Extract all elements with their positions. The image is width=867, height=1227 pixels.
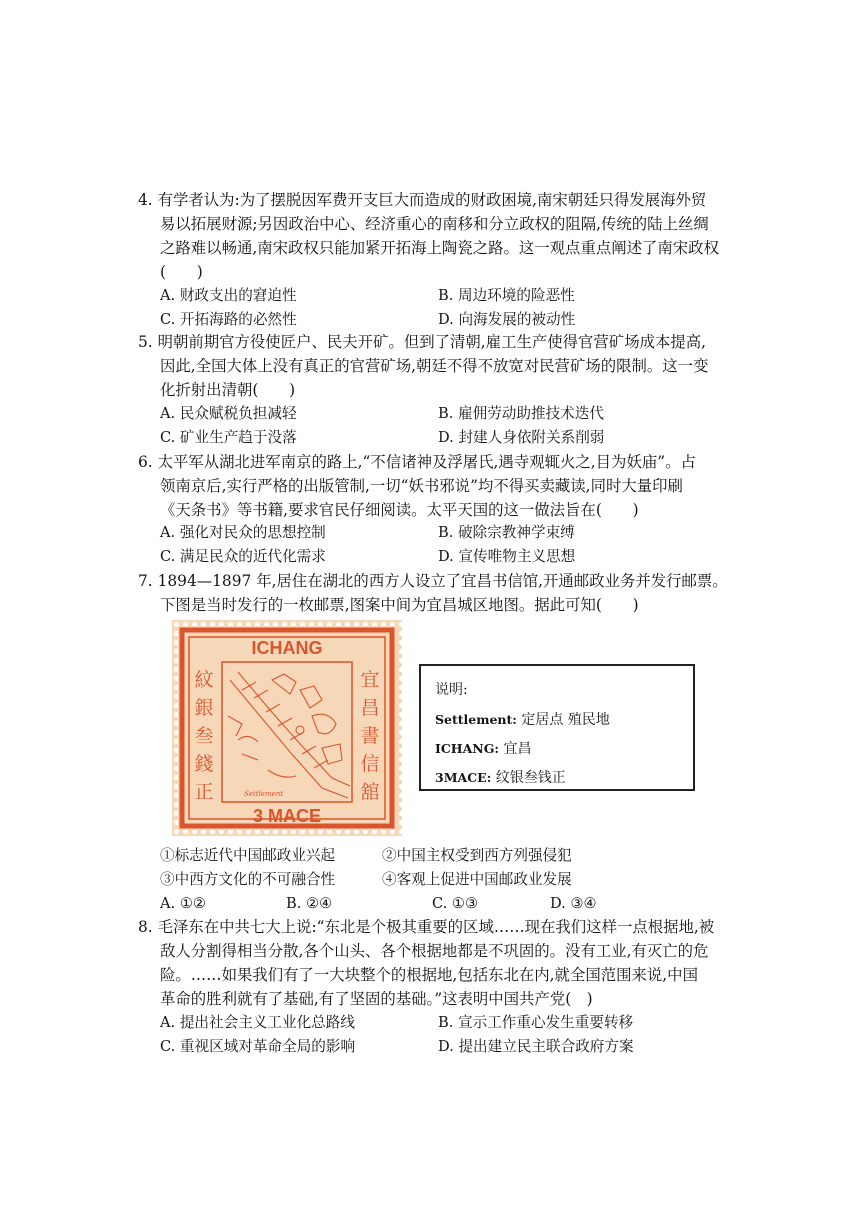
stamp-legend-box: [419, 664, 695, 791]
option-c[interactable]: C. 开拓海路的必然性: [160, 311, 297, 328]
stamp-map-label: Settlement: [244, 790, 284, 798]
legend-value: 宜昌: [503, 741, 532, 757]
statement: ④客观上促进中国邮政业发展: [382, 871, 572, 888]
legend-key: Settlement:: [435, 712, 517, 727]
legend-title: 说明:: [435, 682, 468, 698]
stamp-top-text: ICHANG: [251, 638, 323, 658]
option-c[interactable]: C. 满足民众的近代化需求: [160, 548, 326, 565]
question-8: [138, 915, 728, 1011]
option-a[interactable]: A. ①②: [160, 895, 206, 912]
stamp-left-char: 叁: [194, 725, 214, 747]
stamp-right-char: 昌: [360, 697, 380, 719]
option-a[interactable]: A. 提出社会主义工业化总路线: [160, 1014, 355, 1031]
stamp-right-char: 舘: [360, 781, 380, 803]
option-b[interactable]: B. ②④: [286, 895, 333, 912]
legend-value: 定居点 殖民地: [521, 712, 610, 728]
stamp-left-char: 正: [194, 781, 214, 803]
statement: ②中国主权受到西方列强侵犯: [382, 847, 572, 864]
option-c[interactable]: C. ①③: [432, 895, 479, 912]
question-5-line: 因此,全国大体上没有真正的官营矿场,朝廷不得不放宽对民营矿场的限制。这一变: [160, 357, 709, 375]
option-d[interactable]: D. 提出建立民主联合政府方案: [438, 1038, 634, 1055]
question-5-line: 化折射出清朝( ): [160, 381, 296, 399]
question-5: [138, 330, 728, 402]
question-6-line: 6. 太平军从湖北进军南京的路上,“不信诸神及浮屠氏,遇寺观辄火之,目为妖庙”。占: [138, 453, 696, 471]
option-a[interactable]: A. 强化对民众的思想控制: [160, 524, 326, 541]
stamp-bottom-text: 3 MACE: [252, 806, 322, 826]
question-7: [138, 569, 728, 617]
question-5-line: 5. 明朝前期官方役使匠户、民夫开矿。但到了清朝,雇工生产使得官营矿场成本提高,: [138, 333, 707, 351]
option-a[interactable]: A. 民众赋税负担减轻: [160, 405, 297, 422]
question-8-line: 敌人分割得相当分散,各个山头、各个根据地都是不巩固的。没有工业,有灭亡的危: [160, 942, 709, 960]
question-7-line: 下图是当时发行的一枚邮票,图案中间为宜昌城区地图。据此可知( ): [160, 596, 639, 614]
question-8-line: 险。……如果我们有了一大块整个的根据地,包括东北在内,就全国范围来说,中国: [160, 966, 698, 984]
option-c[interactable]: C. 矿业生产趋于没落: [160, 429, 297, 446]
question-6-line: 领南京后,实行严格的出版管制,一切“妖书邪说”均不得买卖藏读,同时大量印刷: [160, 477, 683, 495]
question-6-line: 《天条书》等书籍,要求官民仔细阅读。太平天国的这一做法旨在( ): [160, 501, 639, 519]
statement: ③中西方文化的不可融合性: [160, 871, 336, 888]
legend-row: [435, 763, 679, 792]
stamp-right-char: 信: [360, 753, 380, 775]
stamp-svg: [172, 620, 402, 836]
option-a[interactable]: A. 财政支出的窘迫性: [160, 287, 297, 304]
legend-key: 3MACE:: [435, 770, 492, 785]
option-b[interactable]: B. 宣示工作重心发生重要转移: [438, 1014, 634, 1031]
legend-row: [435, 705, 679, 734]
question-4: [138, 188, 728, 284]
question-8-line: 革命的胜利就有了基础,有了坚固的基础。”这表明中国共产党( ): [160, 990, 593, 1008]
option-d[interactable]: D. 宣传唯物主义思想: [438, 548, 576, 565]
question-4-line: 4. 有学者认为:为了摆脱因军费开支巨大而造成的财政困境,南宋朝廷只得发展海外贸: [138, 191, 707, 209]
ichang-stamp-image: [172, 620, 402, 836]
question-4-line: 之路难以畅通,南宋政权只能加紧开拓海上陶瓷之路。这一观点重点阐述了南宋政权: [160, 239, 719, 257]
statement: ①标志近代中国邮政业兴起: [160, 847, 336, 864]
option-d[interactable]: D. 封建人身依附关系削弱: [438, 429, 605, 446]
option-b[interactable]: B. 周边环境的险恶性: [438, 287, 575, 304]
stamp-left-char: 錢: [194, 753, 214, 775]
stamp-left-char: 紋: [194, 669, 214, 691]
question-8-line: 8. 毛泽东在中共七大上说:“东北是个极其重要的区域……现在我们这样一点根据地,被: [138, 918, 715, 936]
option-b[interactable]: B. 破除宗教神学束缚: [438, 524, 575, 541]
question-7-line: 7. 1894—1897 年,居住在湖北的西方人设立了宜昌书信馆,开通邮政业务并发行邮票。: [138, 572, 728, 590]
question-4-line: ( ): [160, 263, 203, 281]
stamp-right-char: 宜: [360, 669, 380, 691]
option-d[interactable]: D. ③④: [550, 895, 597, 912]
option-b[interactable]: B. 雇佣劳动助推技术迭代: [438, 405, 604, 422]
option-d[interactable]: D. 向海发展的被动性: [438, 311, 576, 328]
legend-value: 纹银叁钱正: [495, 770, 566, 786]
stamp-left-char: 銀: [194, 697, 214, 719]
question-6: [138, 450, 728, 522]
option-c[interactable]: C. 重视区域对革命全局的影响: [160, 1038, 356, 1055]
stamp-right-char: 書: [360, 725, 380, 747]
question-4-line: 易以拓展财源;另因政治中心、经济重心的南移和分立政权的阻隔,传统的陆上丝绸: [160, 215, 709, 233]
legend-key: ICHANG:: [435, 741, 500, 756]
legend-row: [435, 734, 679, 763]
